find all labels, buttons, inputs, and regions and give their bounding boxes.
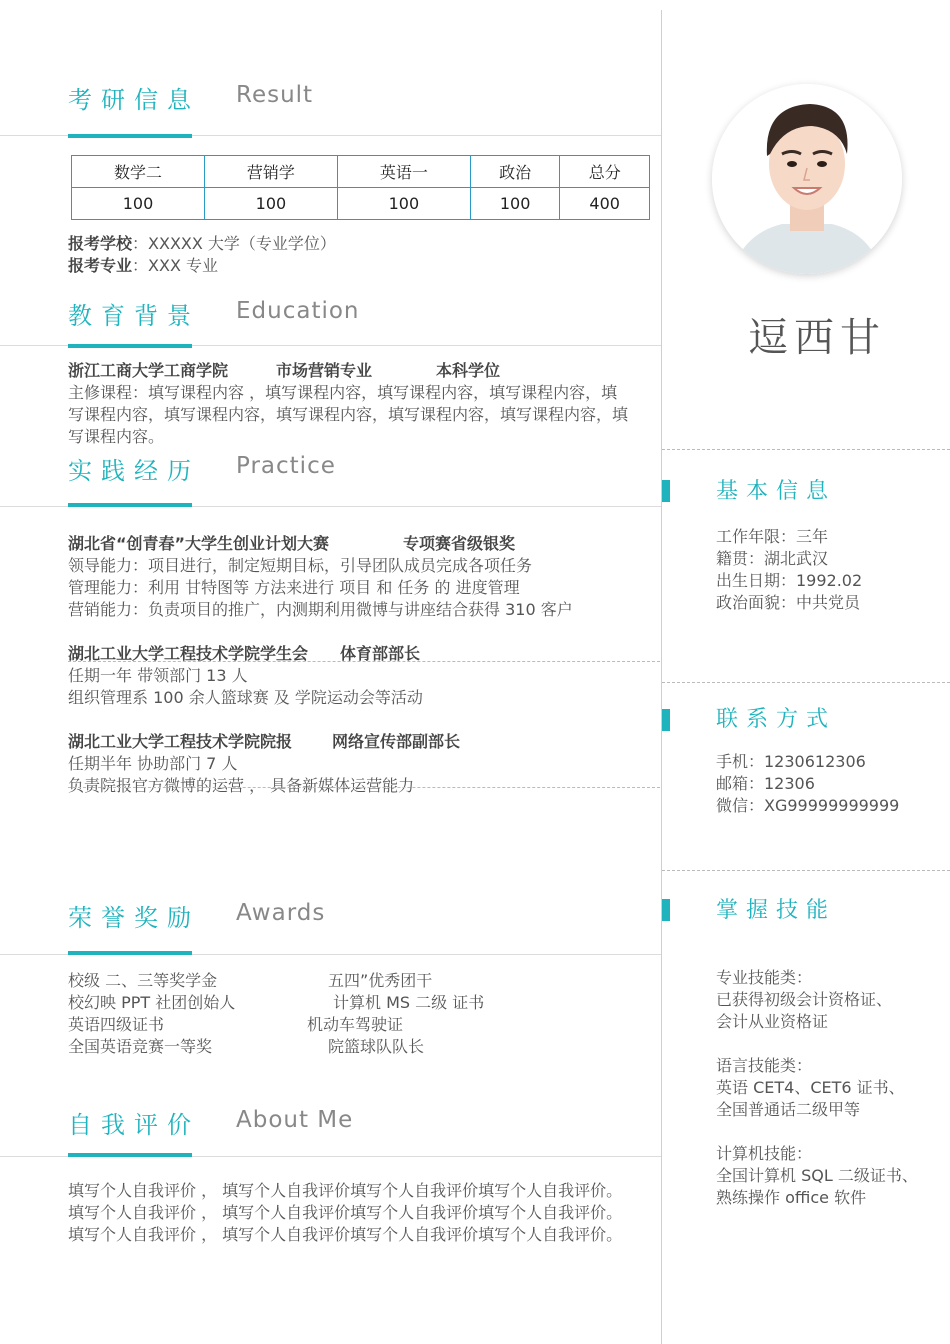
score-table	[71, 155, 650, 220]
section-title-contact: 联系方式	[716, 707, 837, 732]
skill-line: 已获得初级会计资格证、	[716, 990, 893, 1009]
award-item: 英语四级证书	[68, 1015, 165, 1034]
skill-line: 全国普通话二级甲等	[716, 1100, 861, 1119]
education-courses: 主修课程：填写课程内容 ，填写课程内容，填写课程内容，填写课程内容，填写课程内容，填写课程内容，填写课程内容，填写课程内容，填写课程内容，填写课程内容。	[68, 383, 629, 446]
section-title-cn: 考研信息	[68, 86, 200, 114]
person-name: 逗西甘	[748, 315, 886, 361]
section-title-cn: 自我评价	[68, 1111, 200, 1139]
section-accent-bar	[68, 134, 192, 138]
practice-line: 任期一年 带领部门 13 人	[68, 666, 248, 685]
award-item: 院篮球队队长	[328, 1037, 425, 1056]
score-table-value-row	[72, 188, 650, 220]
skill-line: 熟练操作 office 软件	[716, 1188, 867, 1207]
skill-line: 计算机技能：	[716, 1144, 813, 1163]
award-item: 五四”优秀团干	[328, 971, 433, 990]
award-item: 校级 二、三等奖学金	[68, 971, 218, 990]
about-paragraph: 填写个人自我评价 ， 填写个人自我评价填写个人自我评价填写个人自我评价。	[68, 1225, 623, 1244]
section-title-cn: 教育背景	[68, 302, 200, 330]
section-title-en: Awards	[236, 900, 326, 926]
section-accent-bar	[68, 1153, 192, 1157]
basic-info-line: 工作年限：三年	[716, 527, 829, 546]
about-paragraph: 填写个人自我评价 ， 填写个人自我评价填写个人自我评价填写个人自我评价。	[68, 1203, 623, 1222]
table-header-cell: 营销学	[204, 156, 337, 188]
table-cell: 100	[204, 188, 337, 220]
skill-line: 英语 CET4、CET6 证书、	[716, 1078, 905, 1097]
section-title-en: Practice	[236, 453, 336, 479]
section-marker	[662, 709, 670, 731]
target-major-label: 报考专业	[68, 256, 133, 275]
dashed-divider	[662, 870, 950, 871]
practice-role: 体育部部长	[340, 644, 421, 663]
practice-line: 负责院报官方微博的运营 ， 具备新媒体运营能力	[68, 776, 415, 795]
education-school: 浙江工商大学工商学院	[68, 361, 229, 380]
dashed-divider	[68, 787, 660, 788]
education-degree: 本科学位	[436, 361, 501, 380]
avatar-portrait-icon	[712, 84, 902, 274]
section-marker	[662, 480, 670, 502]
score-table-header-row	[72, 156, 650, 188]
contact-line: 邮箱：12306	[716, 774, 815, 793]
contact-line: 手机：1230612306	[716, 752, 866, 771]
basic-info-line: 籍贯：湖北武汉	[716, 549, 829, 568]
column-divider	[661, 10, 662, 1344]
practice-line: 领导能力：项目进行，制定短期目标，引导团队成员完成各项任务	[68, 556, 533, 575]
award-item: 校幻映 PPT 社团创始人	[68, 993, 236, 1012]
table-header-cell: 总分	[560, 156, 650, 188]
table-header-cell: 英语一	[337, 156, 470, 188]
section-accent-bar	[68, 951, 192, 955]
skill-line: 专业技能类：	[716, 968, 813, 987]
avatar	[712, 84, 902, 274]
practice-role: 网络宣传部副部长	[332, 732, 461, 751]
practice-line: 营销能力：负责项目的推广，内测期利用微博与讲座结合获得 310 客户	[68, 600, 573, 619]
target-school-label: 报考学校	[68, 234, 133, 253]
table-cell: 100	[72, 188, 205, 220]
practice-role: 专项赛省级银奖	[403, 534, 516, 553]
about-text-clip	[68, 1180, 648, 1280]
about-paragraph: 填写个人自我评价 ， 填写个人自我评价填写个人自我评价填写个人自我评价。	[68, 1181, 623, 1200]
dashed-divider	[662, 682, 950, 683]
skill-line: 会计从业资格证	[716, 1012, 829, 1031]
skill-line: 全国计算机 SQL 二级证书、	[716, 1166, 918, 1185]
practice-line: 组织管理系 100 余人篮球赛 及 学院运动会等活动	[68, 688, 423, 707]
target-school-value: ：XXXXX 大学（专业学位）	[132, 234, 336, 253]
basic-info-line: 政治面貌：中共党员	[716, 593, 861, 612]
education-major: 市场营销专业	[276, 361, 373, 380]
section-title-skills: 掌握技能	[716, 898, 837, 923]
award-item: 全国英语竞赛一等奖	[68, 1037, 213, 1056]
skill-line: 语言技能类：	[716, 1056, 813, 1075]
section-title-cn: 实践经历	[68, 457, 200, 485]
practice-title: 湖北工业大学工程技术学院学生会	[68, 644, 309, 663]
practice-title: 湖北工业大学工程技术学院院报	[68, 732, 293, 751]
practice-line: 管理能力：利用 甘特图等 方法来进行 项目 和 任务 的 进度管理	[68, 578, 520, 597]
award-item: 计算机 MS 二级 证书	[333, 993, 485, 1012]
target-major-value: ：XXX 专业	[132, 256, 218, 275]
table-cell: 100	[470, 188, 560, 220]
section-title-en: Education	[236, 298, 360, 324]
table-cell: 100	[337, 188, 470, 220]
section-marker	[662, 899, 670, 921]
dashed-divider	[662, 449, 950, 450]
table-cell: 400	[560, 188, 650, 220]
contact-line: 微信：XG99999999999	[716, 796, 900, 815]
basic-info-line: 出生日期：1992.02	[716, 571, 863, 590]
section-accent-bar	[68, 503, 192, 507]
section-title-basic: 基本信息	[716, 479, 837, 504]
section-title-cn: 荣誉奖励	[68, 904, 200, 932]
table-header-cell: 政治	[470, 156, 560, 188]
practice-title: 湖北省“创青春”大学生创业计划大赛	[68, 534, 330, 553]
section-accent-bar	[68, 344, 192, 348]
table-header-cell: 数学二	[72, 156, 205, 188]
section-title-en: About Me	[236, 1107, 354, 1133]
practice-line: 任期半年 协助部门 7 人	[68, 754, 238, 773]
section-title-en: Result	[236, 82, 314, 108]
target-school	[68, 233, 336, 255]
award-item: 机动车驾驶证	[307, 1015, 404, 1034]
target-major	[68, 255, 218, 277]
